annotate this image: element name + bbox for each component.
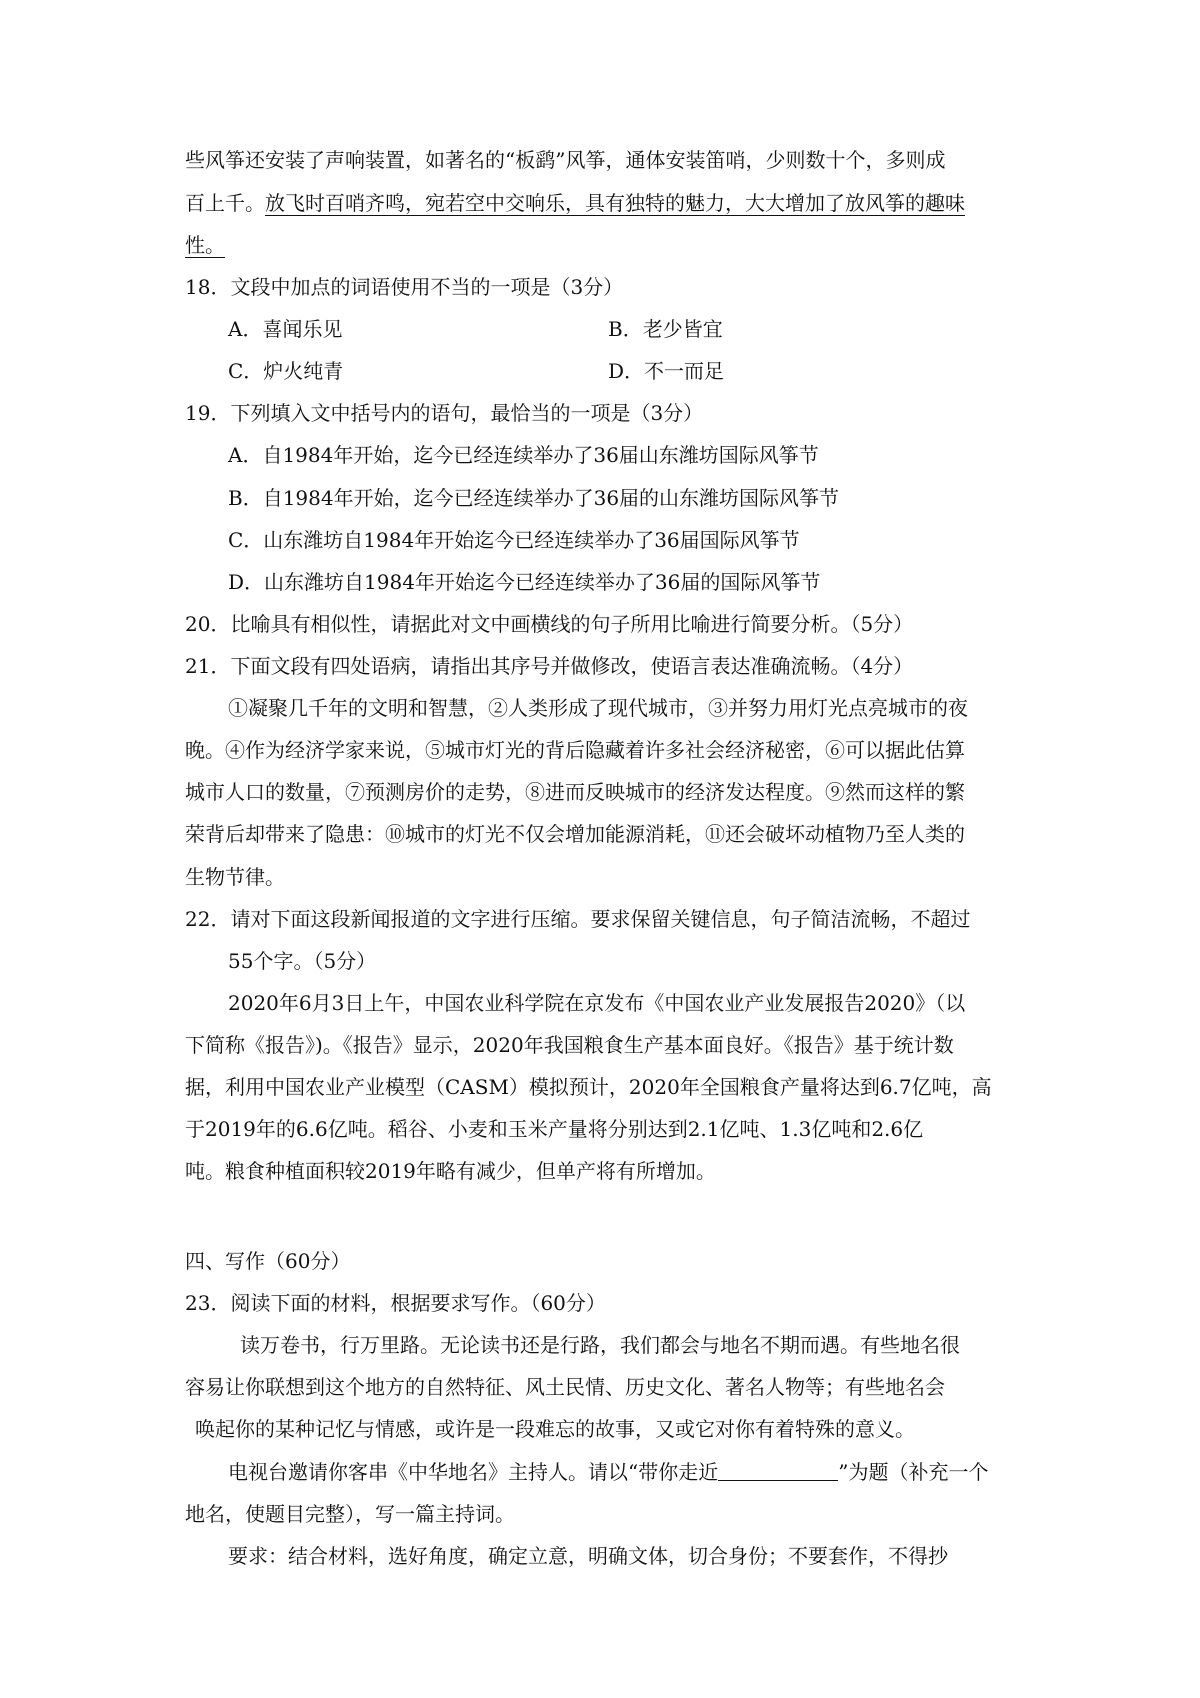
question-18-option-d: D．不一而足	[608, 359, 725, 383]
section-4-heading: 四、写作（60分）	[185, 1249, 351, 1273]
question-23-requirements-line-1: 要求：结合材料，选好角度，确定立意，明确文体，切合身份；不要套作，不得抄	[228, 1544, 948, 1568]
question-18-option-c: C．炉火纯青	[228, 359, 344, 383]
question-23-stem: 23．阅读下面的材料，根据要求写作。（60分）	[185, 1291, 606, 1315]
task-text-before-blank: 电视台邀请你客串《中华地名》主持人。请以“带你走近	[228, 1460, 719, 1484]
question-19-option-d: D．山东潍坊自1984年开始迄今已经连续举办了36届的国际风筝节	[228, 570, 821, 594]
question-22-news-line-1: 2020年6月3日上午，中国农业科学院在京发布《中国农业产业发展报告2020》（以	[228, 991, 966, 1015]
question-23-material-line-3: 唤起你的某种记忆与情感，或许是一段难忘的故事，又或它对你有着特殊的意义。	[195, 1417, 915, 1441]
question-18-option-a: A．喜闻乐见	[228, 317, 343, 341]
question-22-news-line-3: 据，利用中国农业产业模型（CASM）模拟预计，2020年全国粮食产量将达到6.7亿吨，高	[185, 1075, 992, 1099]
passage-line-2	[185, 189, 965, 217]
question-21-stem: 21．下面文段有四处语病，请指出其序号并做修改，使语言表达准确流畅。（4分）	[185, 654, 914, 678]
question-21-paragraph-line-4: 荣背后却带来了隐患：⑩城市的灯光不仅会增加能源消耗，⑪还会破坏动植物乃至人类的	[185, 822, 965, 846]
question-22-news-line-2: 下简称《报告》)。《报告》显示，2020年我国粮食生产基本面良好。《报告》基于统计数	[185, 1033, 954, 1057]
underlined-sentence-end: 性。	[185, 233, 225, 257]
question-19-option-c: C．山东潍坊自1984年开始迄今已经连续举办了36届国际风筝节	[228, 528, 800, 552]
question-23-task-line-1	[228, 1458, 988, 1486]
question-22-stem-line-2: 55个字。（5分）	[228, 949, 377, 973]
question-21-paragraph-line-5: 生物节律。	[185, 865, 285, 889]
question-19-stem: 19．下列填入文中括号内的语句，最恰当的一项是（3分）	[185, 401, 704, 425]
question-22-news-line-4: 于2019年的6.6亿吨。稻谷、小麦和玉米产量将分别达到2.1亿吨、1.3亿吨和2.6亿	[185, 1117, 924, 1141]
question-18-option-b: B．老少皆宜	[608, 317, 723, 341]
question-19-option-a: A．自1984年开始，迄今已经连续举办了36届山东潍坊国际风筝节	[228, 443, 819, 467]
question-22-stem-line-1: 22．请对下面这段新闻报道的文字进行压缩。要求保留关键信息，句子简洁流畅，不超过	[185, 907, 971, 931]
question-21-paragraph-line-3: 城市人口的数量，⑦预测房价的走势，⑧进而反映城市的经济发达程度。⑨然而这样的繁	[185, 780, 965, 804]
question-20-stem: 20．比喻具有相似性，请据此对文中画横线的句子所用比喻进行简要分析。（5分）	[185, 612, 914, 636]
question-21-paragraph-line-1: ①凝聚几千年的文明和智慧，②人类形成了现代城市，③并努力用灯光点亮城市的夜	[228, 696, 968, 720]
question-23-material-line-1: 读万卷书，行万里路。无论读书还是行路，我们都会与地名不期而遇。有些地名很	[240, 1333, 960, 1357]
task-text-after-blank: ”为题（补充一个	[838, 1460, 989, 1484]
passage-line-1: 些风筝还安装了声响装置，如著名的“板鹞”风筝，通体安装笛哨，少则数十个，多则成	[185, 148, 946, 172]
question-23-task-line-2: 地名，使题目完整），写一篇主持词。	[185, 1502, 515, 1526]
question-22-news-line-5: 吨。粮食种植面积较2019年略有减少，但单产将有所增加。	[185, 1159, 716, 1183]
question-18-stem: 18．文段中加点的词语使用不当的一项是（3分）	[185, 275, 624, 299]
question-21-paragraph-line-2: 晚。④作为经济学家来说，⑤城市灯光的背后隐藏着许多社会经济秘密，⑥可以据此估算	[185, 738, 965, 762]
underlined-sentence: 放飞时百哨齐鸣，宛若空中交响乐，具有独特的魅力，大大增加了放风筝的趣味	[265, 191, 965, 215]
title-blank	[718, 1462, 838, 1481]
passage-plain-text: 百上千。	[185, 191, 265, 215]
question-19-option-b: B．自1984年开始，迄今已经连续举办了36届的山东潍坊国际风筝节	[228, 486, 840, 510]
question-23-material-line-2: 容易让你联想到这个地方的自然特征、风土民情、历史文化、著名人物等；有些地名会	[185, 1375, 945, 1399]
